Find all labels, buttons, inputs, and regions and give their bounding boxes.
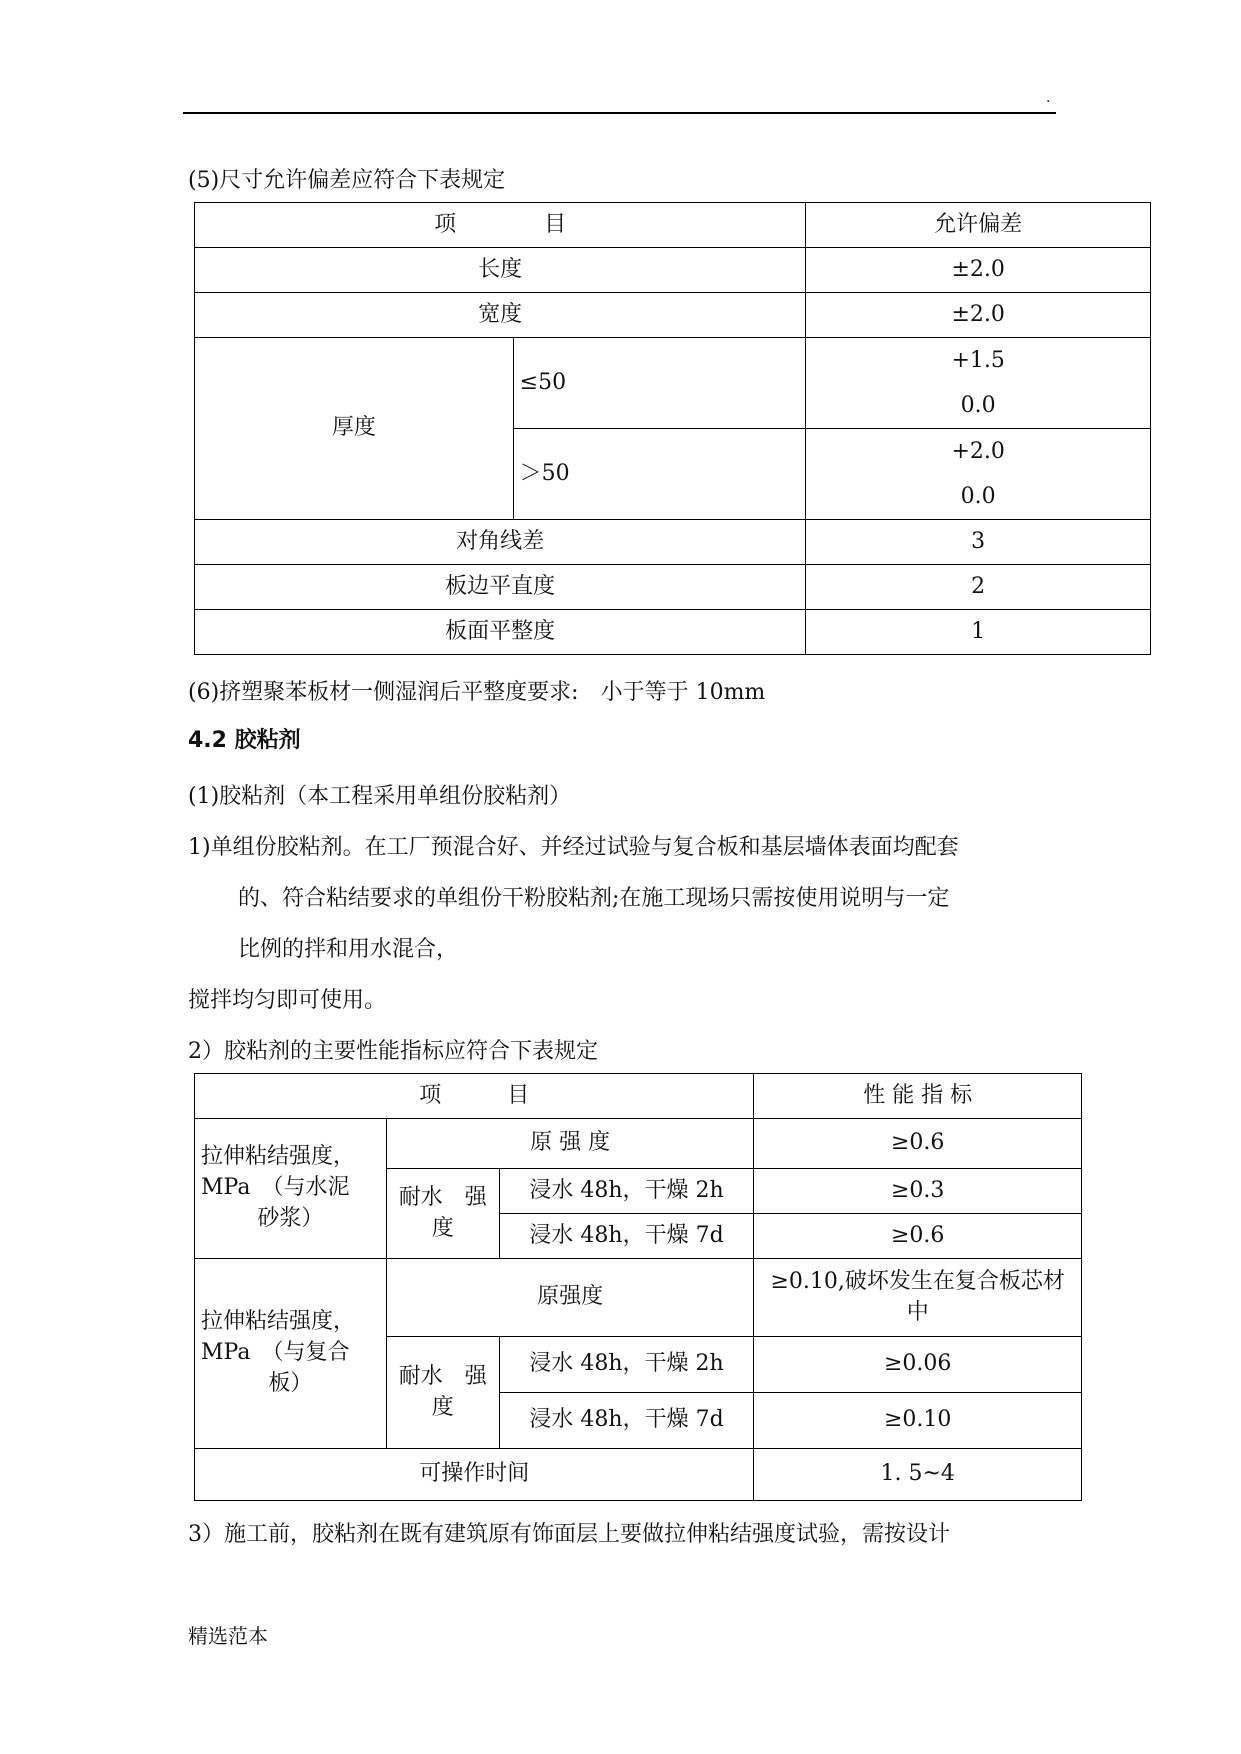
operable-time-value: 1. 5~4 <box>754 1449 1082 1501</box>
group-2-cond-2: 浸水 48h，干燥 7d <box>499 1393 754 1449</box>
group-1-original-value: ≥0.6 <box>754 1119 1082 1169</box>
table-row <box>195 338 1151 429</box>
table-row <box>195 203 1151 248</box>
item-thickness: 厚度 <box>195 338 514 520</box>
table-row <box>195 520 1151 565</box>
table-row <box>195 1259 1082 1337</box>
group-2-label-a: 拉伸粘结强度， <box>201 1309 356 1335</box>
section-5-text: (5)尺寸允许偏差应符合下表规定 <box>188 168 506 193</box>
value-length: ±2.0 <box>806 248 1151 293</box>
tolerance-table <box>194 202 1151 655</box>
operable-time-item: 可操作时间 <box>195 1449 754 1501</box>
group-1-label-c: 砂浆） <box>257 1205 324 1231</box>
item-length: 长度 <box>195 248 806 293</box>
group-2-label-c: 板） <box>268 1370 313 1396</box>
table-row <box>195 565 1151 610</box>
section-6-text: (6)挤塑聚苯板材一侧湿润后平整度要求: 小于等于 10mm <box>188 680 766 705</box>
value-surface-flatness: 1 <box>806 610 1151 655</box>
table-row <box>195 1119 1082 1169</box>
thickness-lower-2: 0.0 <box>960 484 996 509</box>
table-row <box>195 1449 1082 1501</box>
paragraph-adhesive-type: (1)胶粘剂（本工程采用单组份胶粘剂） <box>188 784 572 809</box>
header-tolerance: 允许偏差 <box>806 203 1151 248</box>
paragraph-1-line-1: 1)单组份胶粘剂。在工厂预混合好、并经过试验与复合板和基层墙体表面均配套 <box>188 835 959 860</box>
footer-text: 精选范本 <box>188 1624 268 1648</box>
item-width: 宽度 <box>195 293 806 338</box>
group-1-value-2: ≥0.6 <box>754 1214 1082 1259</box>
table-row <box>195 248 1151 293</box>
adhesive-performance-table <box>194 1073 1082 1501</box>
paragraph-1-line-2: 的、符合粘结要求的单组份干粉胶粘剂;在施工现场只需按使用说明与一定 <box>238 886 950 911</box>
thickness-cond-2: ＞50 <box>513 429 806 520</box>
value-diagonal: 3 <box>806 520 1151 565</box>
group-1-cond-2: 浸水 48h，干燥 7d <box>499 1214 754 1259</box>
group-1-label-b: MPa （与水泥 <box>201 1175 350 1201</box>
group-2-original-strength: 原强度 <box>386 1259 754 1337</box>
group-1-original-strength: 原 强 度 <box>386 1119 754 1169</box>
value-width: ±2.0 <box>806 293 1151 338</box>
thickness-lower-1: 0.0 <box>960 393 996 418</box>
group-2-label-b: MPa （与复合 <box>201 1340 350 1366</box>
group-2-label <box>195 1259 387 1449</box>
item-surface-flatness: 板面平整度 <box>195 610 806 655</box>
item-diagonal: 对角线差 <box>195 520 806 565</box>
group-2-value-2: ≥0.10 <box>754 1393 1082 1449</box>
group-1-label <box>195 1119 387 1259</box>
group-2-original-value: ≥0.10,破坏发生在复合板芯材中 <box>754 1259 1082 1337</box>
group-2-water-resistance: 耐水 强度 <box>386 1337 499 1449</box>
thickness-upper-1: +1.5 <box>951 348 1005 373</box>
paragraph-3-text: 3）施工前，胶粘剂在既有建筑原有饰面层上要做拉伸粘结强度试验，需按设计 <box>188 1522 950 1547</box>
thickness-value-1 <box>806 338 1151 429</box>
value-edge-straightness: 2 <box>806 565 1151 610</box>
group-1-cond-1: 浸水 48h，干燥 2h <box>499 1169 754 1214</box>
group-2-cond-1: 浸水 48h，干燥 2h <box>499 1337 754 1393</box>
paragraph-1-line-3: 比例的拌和用水混合， <box>238 937 459 962</box>
group-1-label-a: 拉伸粘结强度， <box>201 1144 356 1170</box>
section-heading-4-2: 4.2 胶粘剂 <box>188 728 301 753</box>
header-rule <box>183 112 1056 114</box>
header-item: 项 目 <box>195 1074 754 1119</box>
header-dot: . <box>1046 90 1051 106</box>
thickness-value-2 <box>806 429 1151 520</box>
table-row <box>195 1074 1082 1119</box>
thickness-cond-1: ≤50 <box>513 338 806 429</box>
group-2-value-1: ≥0.06 <box>754 1337 1082 1393</box>
table-row <box>195 293 1151 338</box>
group-1-value-1: ≥0.3 <box>754 1169 1082 1214</box>
paragraph-2-text: 2）胶粘剂的主要性能指标应符合下表规定 <box>188 1039 598 1064</box>
thickness-upper-2: +2.0 <box>951 439 1005 464</box>
table-row <box>195 610 1151 655</box>
header-item: 项 目 <box>195 203 806 248</box>
item-edge-straightness: 板边平直度 <box>195 565 806 610</box>
header-performance: 性 能 指 标 <box>754 1074 1082 1119</box>
group-1-water-resistance: 耐水 强度 <box>386 1169 499 1259</box>
paragraph-1-line-4: 搅拌均匀即可使用。 <box>188 988 387 1013</box>
